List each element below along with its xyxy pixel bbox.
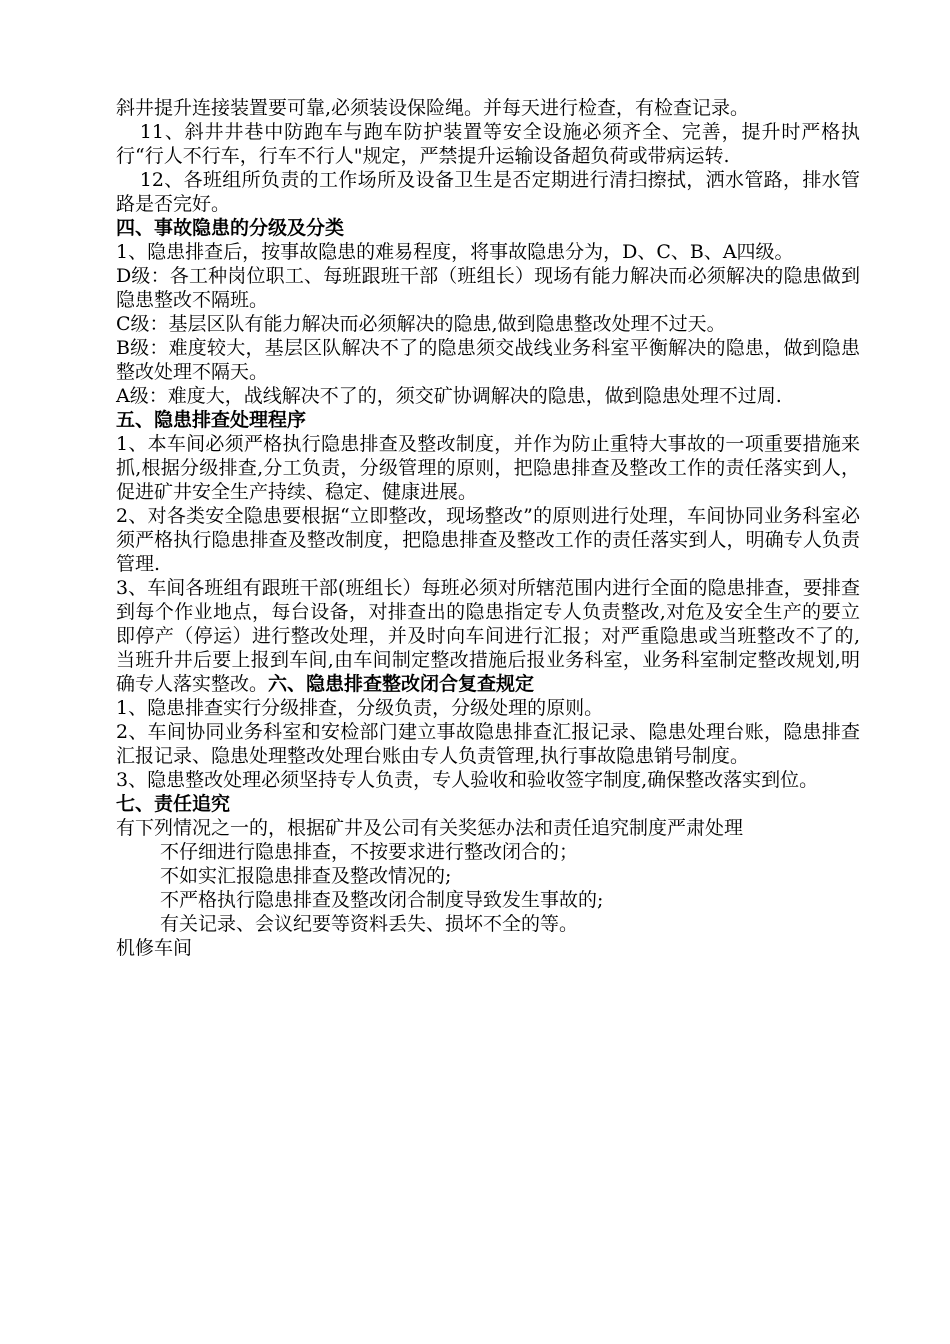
- section-4-item-1: 1、隐患排查后，按事故隐患的难易程度，将事故隐患分为，D、C、B、A四级。: [116, 241, 794, 263]
- grade-b-text: B级：难度较大，基层区队解决不了的隐患须交战线业务科室平衡解决的隐患，做到隐患整改处理不隔天。: [116, 337, 860, 383]
- responsibility-item: 不严格执行隐患排查及整改闭合制度导致发生事故的;: [160, 889, 604, 911]
- responsibility-item: 不仔细进行隐患排查，不按要求进行整改闭合的；: [160, 841, 579, 863]
- section-5-item-3-with-section-6-heading: [116, 576, 860, 696]
- signature-department: 机修车间: [116, 937, 193, 959]
- paragraph-inclined-shaft: 斜井提升连接装置要可靠,必须装设保险绳。并每天进行检查，有检查记录。: [116, 97, 750, 119]
- grade-d-text: D级：各工种岗位职工、每班跟班干部（班组长）现场有能力解决而必须解决的隐患做到隐患整改不隔班。: [116, 265, 860, 311]
- section-7-intro: 有下列情况之一的，根据矿井及公司有关奖惩办法和责任追究制度严肃处理: [116, 817, 744, 839]
- document-page: [116, 96, 860, 960]
- section-4-heading: 四、事故隐患的分级及分类: [116, 217, 345, 239]
- section-6-item-1: 1、隐患排查实行分级排查，分级负责，分级处理的原则。: [116, 697, 604, 719]
- section-6-item-2: 2、车间协同业务科室和安检部门建立事故隐患排查汇报记录、隐患处理台账，隐患排查汇报记录、隐患处理整改处理台账由专人负责管理,执行事故隐患销号制度。: [116, 721, 860, 767]
- section-5-item-3: 3、车间各班组有跟班干部(班组长）每班必须对所辖范围内进行全面的隐患排查，要排查到每个作业地点，每台设备，对排查出的隐患指定专人负责整改,对危及安全生产的要立即停产（停运）进行整改处理，并及时向车间进行汇报；对严重隐患或当班整改不了的,当班升井后要上报到车间,由车间制定整改措施后报业务科室，业务科室制定整改规划,明确专人落实整改。: [116, 577, 860, 695]
- section-5-item-1: 1、本车间必须严格执行隐患排查及整改制度，并作为防止重特大事故的一项重要措施来抓,根据分级排查,分工负责，分级管理的原则，把隐患排查及整改工作的责任落实到人，促进矿井安全生产持续、稳定、健康进展。: [116, 433, 860, 503]
- section-7-heading: 七、责任追究: [116, 793, 231, 815]
- paragraph-item-12: 12、各班组所负责的工作场所及设备卫生是否定期进行清扫擦拭，洒水管路，排水管路是否完好。: [116, 169, 860, 215]
- responsibility-item: 有关记录、会议纪要等资料丢失、损坏不全的等。: [160, 913, 579, 935]
- section-6-heading: 六、隐患排查整改闭合复查规定: [268, 673, 535, 695]
- paragraph-item-11: 11、斜井井巷中防跑车与跑车防护装置等安全设施必须齐全、完善，提升时严格执行“行人不行车，行车不行人"规定，严禁提升运输设备超负荷或带病运转.: [116, 121, 860, 167]
- grade-c-text: C级：基层区队有能力解决而必须解决的隐患,做到隐患整改处理不过天。: [116, 313, 726, 335]
- section-6-item-3: 3、隐患整改处理必须坚持专人负责，专人验收和验收签字制度,确保整改落实到位。: [116, 769, 819, 791]
- section-5-item-2: 2、对各类安全隐患要根据“立即整改，现场整改”的原则进行处理，车间协同业务科室必须严格执行隐患排查及整改制度，把隐患排查及整改工作的责任落实到人，明确专人负责管理.: [116, 505, 860, 575]
- section-5-heading: 五、隐患排查处理程序: [116, 409, 307, 431]
- grade-a-text: A级：难度大，战线解决不了的，须交矿协调解决的隐患，做到隐患处理不过周.: [116, 385, 782, 407]
- responsibility-item: 不如实汇报隐患排查及整改情况的;: [160, 865, 452, 887]
